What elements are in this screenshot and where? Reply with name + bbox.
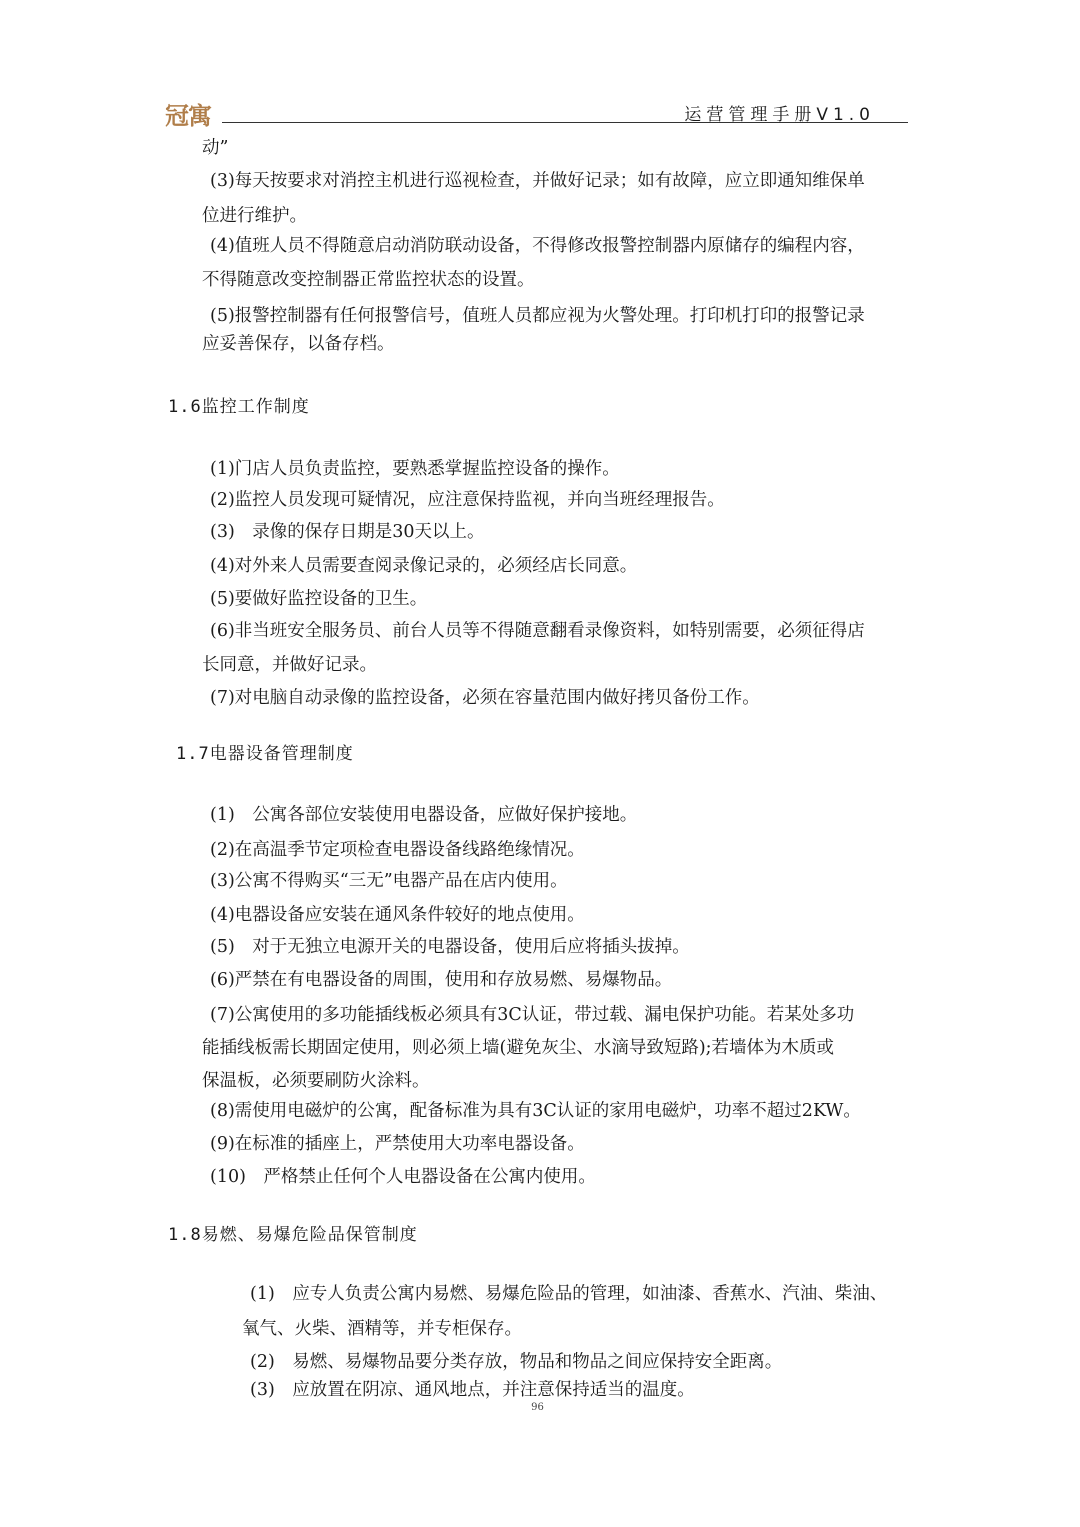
body-line: (4)电器设备应安装在通风条件较好的地点使用。 xyxy=(210,905,585,925)
body-line: (4)值班人员不得随意启动消防联动设备，不得修改报警控制器内原储存的编程内容， xyxy=(210,236,865,256)
body-line: 动” xyxy=(202,138,229,158)
page-number: 96 xyxy=(531,1402,544,1413)
body-line: (2)在高温季节定项检查电器设备线路绝缘情况。 xyxy=(210,840,585,860)
body-line: (2) 易燃、易爆物品要分类存放，物品和物品之间应保持安全距离。 xyxy=(250,1352,783,1372)
section-heading: 1.6监控工作制度 xyxy=(168,397,310,417)
body-line: 氧气、火柴、酒精等，并专柜保存。 xyxy=(242,1319,522,1339)
body-line: (10) 严格禁止任何个人电器设备在公寓内使用。 xyxy=(210,1167,596,1187)
body-line: (6)严禁在有电器设备的周围，使用和存放易燃、易爆物品。 xyxy=(210,970,673,990)
body-line: (3) 应放置在阴凉、通风地点，并注意保持适当的温度。 xyxy=(250,1380,695,1400)
body-line: 位进行维护。 xyxy=(202,206,307,226)
body-line: 应妥善保存，以备存档。 xyxy=(202,334,395,354)
body-line: (5) 对于无独立电源开关的电器设备，使用后应将插头拔掉。 xyxy=(210,937,690,957)
body-line: (3)每天按要求对消控主机进行巡视检查，并做好记录；如有故障，应立即通知维保单 xyxy=(210,171,865,191)
body-line: 能插线板需长期固定使用，则必须上墙(避免灰尘、水滴导致短路);若墙体为木质或 xyxy=(202,1038,835,1058)
body-line: (7)公寓使用的多功能插线板必须具有3C认证，带过载、漏电保护功能。若某处多功 xyxy=(210,1005,855,1025)
body-line: (5)要做好监控设备的卫生。 xyxy=(210,589,428,609)
body-line: (1) 应专人负责公寓内易燃、易爆危险品的管理，如油漆、香蕉水、汽油、柴油、 xyxy=(250,1284,888,1304)
body-line: (9)在标准的插座上，严禁使用大功率电器设备。 xyxy=(210,1134,585,1154)
body-line: 不得随意改变控制器正常监控状态的设置。 xyxy=(202,270,535,290)
body-line: 保温板，必须要刷防火涂料。 xyxy=(202,1071,430,1091)
body-line: (8)需使用电磁炉的公寓，配备标准为具有3C认证的家用电磁炉，功率不超过2KW。 xyxy=(210,1101,861,1121)
body-line: (2)监控人员发现可疑情况，应注意保持监视，并向当班经理报告。 xyxy=(210,490,725,510)
section-heading: 1.8易燃、易爆危险品保管制度 xyxy=(168,1225,418,1245)
section-heading: 1.7电器设备管理制度 xyxy=(176,744,354,764)
body-line: (4)对外来人员需要查阅录像记录的，必须经店长同意。 xyxy=(210,556,638,576)
logo: 冠寓 xyxy=(165,102,211,130)
body-line: (1)门店人员负责监控，要熟悉掌握监控设备的操作。 xyxy=(210,459,620,479)
body-line: 长同意，并做好记录。 xyxy=(202,655,377,675)
body-line: (1) 公寓各部位安装使用电器设备，应做好保护接地。 xyxy=(210,805,638,825)
body-line: (7)对电脑自动录像的监控设备，必须在容量范围内做好拷贝备份工作。 xyxy=(210,688,760,708)
header-title: 运营管理手册V1.0 xyxy=(684,105,875,125)
body-line: (3)公寓不得购买“三无”电器产品在店内使用。 xyxy=(210,871,568,891)
body-line: (5)报警控制器有任何报警信号，值班人员都应视为火警处理。打印机打印的报警记录 xyxy=(210,306,865,326)
body-line: (3) 录像的保存日期是30天以上。 xyxy=(210,522,485,542)
body-line: (6)非当班安全服务员、前台人员等不得随意翻看录像资料，如特别需要，必须征得店 xyxy=(210,621,865,641)
